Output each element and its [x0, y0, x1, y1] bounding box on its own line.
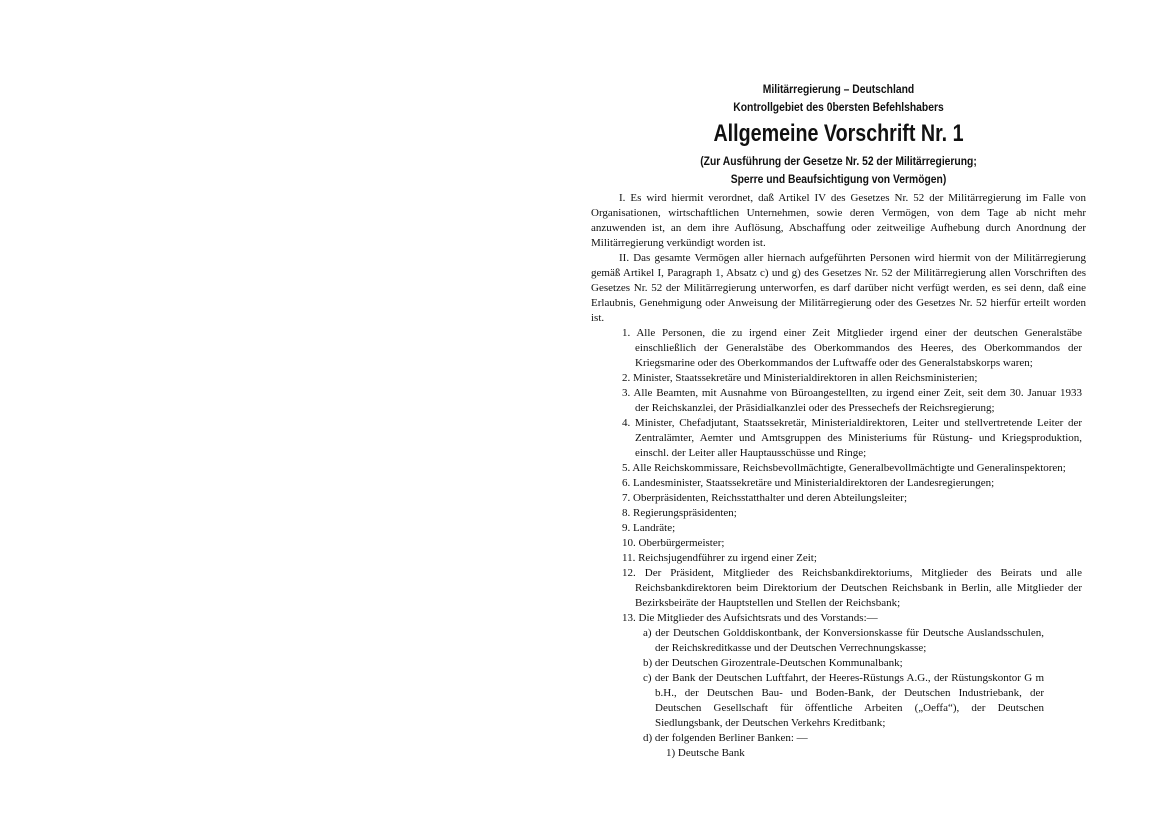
paragraph-2: II. Das gesamte Vermögen aller hiernach aufgeführten Personen wird hiermit von der Militärregierung gemäß Artikel I, Paragraph 1, Absatz c) und g) des Gesetzes Nr. 52 der Militärregierung allen Vorschriften des Gesetzes Nr. 52 der Militärregierung unterworfen, es darf darüber nicht verfügt werden, es sei denn, daß eine Erlaubnis, Genehmigung oder Anweisung der Militärregierung oder des Gesetzes Nr. 52 hierfür erteilt worden ist.: [591, 252, 1086, 324]
person-list: [591, 326, 1086, 761]
list-item: 13. Die Mitglieder des Aufsichtsrats und des Vorstands:—: [622, 612, 878, 624]
subtitle-line-2: Sperre und Beaufsichtigung von Vermögen): [730, 172, 947, 186]
list-item: 7. Oberpräsidenten, Reichsstatthalter und deren Abteilungsleiter;: [622, 492, 908, 504]
list-item: 9. Landräte;: [622, 522, 676, 534]
header-line-2: Kontrollgebiet des 0bersten Befehlshabers: [733, 100, 944, 114]
sub-list-item: a) der Deutschen Golddiskontbank, der Konversionskasse für Deutsche Auslandsschulen, der Reichskreditkasse und der Deutschen Verrechnungskasse;: [643, 627, 1044, 654]
list-item: 3. Alle Beamten, mit Ausnahme von Büroangestellten, zu irgend einer Zeit, seit dem 30. Januar 1933 der Reichskanzlei, der Präsidialkanzlei oder des Pressechefs der Reichsregierung;: [622, 387, 1082, 414]
sub-sub-list-item: 1) Deutsche Bank: [666, 747, 745, 759]
list-item: 12. Der Präsident, Mitglieder des Reichsbankdirektoriums, Mitglieder des Beirats und alle Reichsbankdirektoren beim Direktorium der Deutschen Reichsbank in Berlin, alle Mitglieder der Bezirksbeiräte der Hauptstellen und Stellen der Reichsbank;: [622, 567, 1082, 609]
document-page: [591, 80, 1086, 761]
document-title: Allgemeine Vorschrift Nr. 1: [713, 120, 964, 147]
sub-list-item: b) der Deutschen Girozentrale-Deutschen Kommunalbank;: [643, 657, 903, 669]
paragraph-1: I. Es wird hiermit verordnet, daß Artikel IV des Gesetzes Nr. 52 der Militärregierung im Falle von Organisationen, wirtschaftlichen Unternehmen, sowie deren Vermögen, von dem Tage ab nicht mehr anzuwenden ist, an dem ihre Auflösung, Abschaffung oder zeitweilige Aufhebung durch Anordnung der Militärregierung verkündigt worden ist.: [591, 192, 1086, 249]
list-item: 11. Reichsjugendführer zu irgend einer Zeit;: [622, 552, 817, 564]
document-body: [591, 191, 1086, 761]
list-item: 5. Alle Reichskommissare, Reichsbevollmächtigte, Generalbevollmächtigte und Generalinspektoren;: [622, 462, 1066, 474]
list-item: 4. Minister, Chefadjutant, Staatssekretär, Ministerialdirektoren, Leiter und stellvertretende Leiter der Zentralämter, Aemter und Amtsgruppen des Ministeriums für Rüstung- und Kriegsproduktion, einschl. der Leiter aller Hauptausschüsse und Ringe;: [622, 417, 1082, 459]
sub-list-item: d) der folgenden Berliner Banken: —: [643, 732, 808, 744]
list-item: 1. Alle Personen, die zu irgend einer Zeit Mitglieder irgend einer der deutschen Generalstäbe einschließlich der Generalstäbe des Oberkommandos des Heeres, des Oberkommandos der Kriegsmarine oder des Oberkommandos der Luftwaffe oder des Generalstabskorps waren;: [622, 327, 1082, 369]
list-item: 8. Regierungspräsidenten;: [622, 507, 737, 519]
sub-list-item: c) der Bank der Deutschen Luftfahrt, der Heeres-Rüstungs A.G., der Rüstungskontor G m b.H., der Deutschen Bau- und Boden-Bank, der Deutschen Industriebank, der Deutschen Gesellschaft für öffentliche Arbeiten („Oeffa“), der Deutschen Siedlungsbank, der Deutschen Verkehrs Kreditbank;: [643, 672, 1044, 729]
list-item: 2. Minister, Staatssekretäre und Ministerialdirektoren in allen Reichsministerien;: [622, 372, 978, 384]
header-line-1: Militärregierung – Deutschland: [762, 82, 915, 96]
list-item: 6. Landesminister, Staatssekretäre und Ministerialdirektoren der Landesregierungen;: [622, 477, 995, 489]
subtitle-line-1: (Zur Ausführung der Gesetze Nr. 52 der Militärregierung;: [700, 154, 977, 168]
list-item: 10. Oberbürgermeister;: [622, 537, 725, 549]
